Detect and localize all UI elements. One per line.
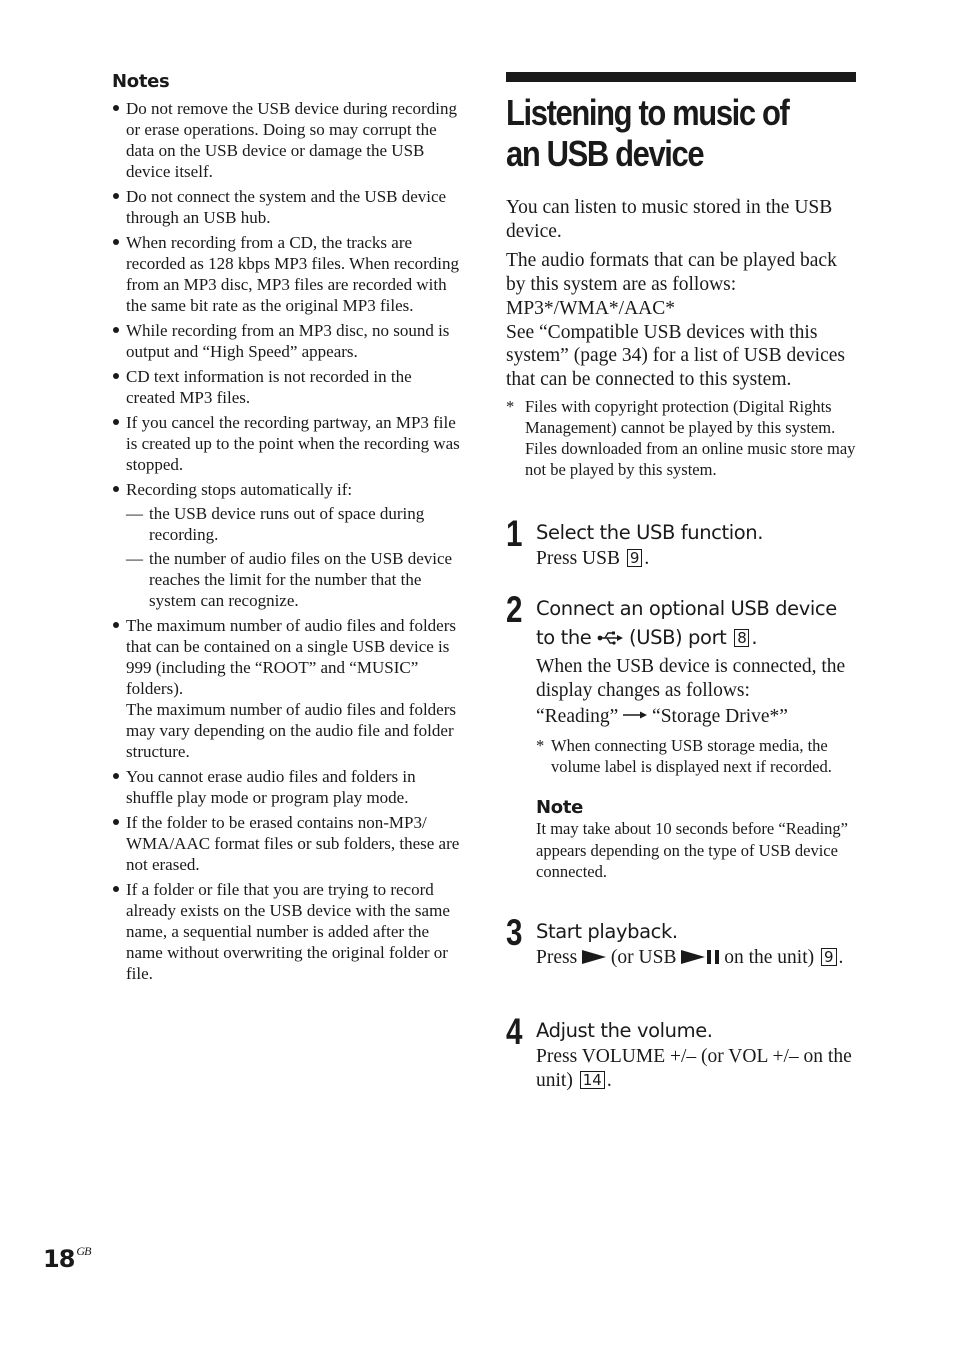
section-title-line2: an USB device (506, 133, 704, 174)
step-3 (506, 912, 858, 970)
sub-list-item: — the number of audio files on the USB device reaches the limit for the number that the system can recognize. (126, 548, 464, 611)
step-number: 4 (506, 1011, 523, 1052)
display-text: “Reading” (536, 706, 619, 727)
format-footnote (506, 396, 858, 480)
step-text: . (606, 1070, 612, 1091)
footnote-text: When connecting USB storage media, the volume label is displayed next if recorded. (551, 736, 832, 776)
step-2 (506, 589, 858, 883)
note-text: You cannot erase audio files and folders in shuffle play mode or program play mode. (126, 767, 416, 807)
note-text: If a folder or file that you are trying to record already exists on the USB device with the same name, a sequential number is added after the name without overwriting the original folder or file. (126, 880, 450, 983)
intro (506, 196, 858, 398)
note-text: The maximum number of audio files and folders may vary depending on the audio file and folder structure. (126, 700, 456, 761)
step-heading: Select the USB function. (536, 521, 764, 544)
footnote-mark: * (506, 397, 515, 416)
notes-heading: Notes (112, 71, 170, 92)
note-text: CD text information is not recorded in the created MP3 files. (126, 367, 412, 407)
intro-paragraph: The audio formats that can be played back by this system are as follows: MP3*/WMA*/AAC* (506, 250, 837, 319)
section-title (506, 92, 859, 174)
step-body (536, 547, 858, 571)
usb-icon (597, 624, 623, 653)
step-text: When the USB device is connected, the display changes as follows: (536, 656, 846, 701)
note-text: Do not remove the USB device during recording or erase operations. Doing so may corrupt the data on the USB device or damage the USB device itself. (126, 99, 457, 181)
step-number: 2 (506, 589, 523, 630)
play-icon (582, 950, 606, 964)
intro-paragraph: You can listen to music stored in the USB device. (506, 197, 833, 242)
note-text: Do not connect the system and the USB device through an USB hub. (126, 187, 447, 227)
step-body (536, 1045, 858, 1093)
footnote-mark: * (536, 736, 545, 755)
note-text: If you cancel the recording partway, an MP3 file is created up to the point when the recording was stopped. (126, 413, 460, 474)
sub-list-item: — the USB device runs out of space during recording. (126, 503, 464, 545)
section-title-line1: Listening to music of (506, 92, 789, 133)
callout-number: 9 (821, 948, 837, 966)
list-item (112, 615, 464, 762)
footnote-text: Files downloaded from an online music store may not be played by this system. (525, 439, 856, 479)
step-body (536, 946, 858, 970)
step-text: (USB) port (629, 626, 727, 649)
page-number (43, 1244, 90, 1273)
display-sequence (536, 703, 858, 729)
note-text: If the folder to be erased contains non-MP3/ WMA/AAC format files or sub folders, these are not erased. (126, 813, 460, 874)
play-pause-icon (681, 947, 719, 968)
section-title-rule (506, 72, 856, 82)
note-text: When recording from a CD, the tracks are recorded as 128 kbps MP3 files. When recording from an MP3 disc, MP3 files are recorded with the same bit rate as the original MP3 files. (126, 233, 459, 315)
list-item (112, 366, 464, 408)
page-number-value: 18 (43, 1245, 75, 1273)
page-number-suffix: GB (76, 1244, 91, 1258)
intro-paragraph: See “Compatible USB devices with this system” (page 34) for a list of USB devices that can be connected to this system. (506, 321, 846, 390)
notes-list (112, 98, 464, 988)
step-heading (536, 594, 858, 653)
step-number: 1 (506, 513, 523, 554)
stop-conditions-list (126, 503, 464, 611)
list-item (112, 412, 464, 475)
step-text: Press USB (536, 548, 620, 569)
callout-number: 14 (580, 1071, 605, 1089)
callout-number: 9 (627, 549, 643, 567)
list-item (112, 479, 464, 611)
step-number: 3 (506, 912, 523, 953)
list-item (112, 232, 464, 316)
list-item (112, 186, 464, 228)
display-text: “Storage Drive*” (652, 706, 788, 727)
note-heading: Note (536, 797, 584, 818)
list-item (112, 812, 464, 875)
step-text: . (838, 947, 844, 968)
step-text: Connect an optional USB device to the (536, 597, 837, 649)
step-1 (506, 513, 858, 571)
list-item (112, 98, 464, 182)
step-4 (506, 1011, 858, 1093)
footnote-text: Files with copyright protection (Digital Rights Management) cannot be played by this system. (525, 397, 836, 437)
right-arrow-icon (623, 703, 647, 727)
note-text: The maximum number of audio files and folders that can be contained on a single USB device is 999 (including the “ROOT” and “MUSIC” folders). (126, 616, 456, 698)
step-text: . (644, 548, 650, 569)
step-heading: Start playback. (536, 920, 678, 943)
list-item (112, 879, 464, 984)
note-text: Recording stops automatically if: (126, 480, 353, 499)
step-text: Press (536, 947, 578, 968)
note-body: It may take about 10 seconds before “Reading” appears depending on the type of USB device connected. (536, 819, 849, 881)
step-text: . (751, 626, 758, 649)
list-item (112, 766, 464, 808)
step-footnote (536, 735, 858, 777)
step-body (536, 655, 858, 729)
step-text: (or USB (610, 947, 677, 968)
note-text: While recording from an MP3 disc, no sound is output and “High Speed” appears. (126, 321, 450, 361)
list-item (112, 320, 464, 362)
step-text: Press VOLUME +/– (or VOL +/– on the unit) (536, 1046, 852, 1091)
step-text: on the unit) (724, 947, 815, 968)
step-heading: Adjust the volume. (536, 1019, 713, 1042)
callout-number: 8 (734, 629, 749, 647)
